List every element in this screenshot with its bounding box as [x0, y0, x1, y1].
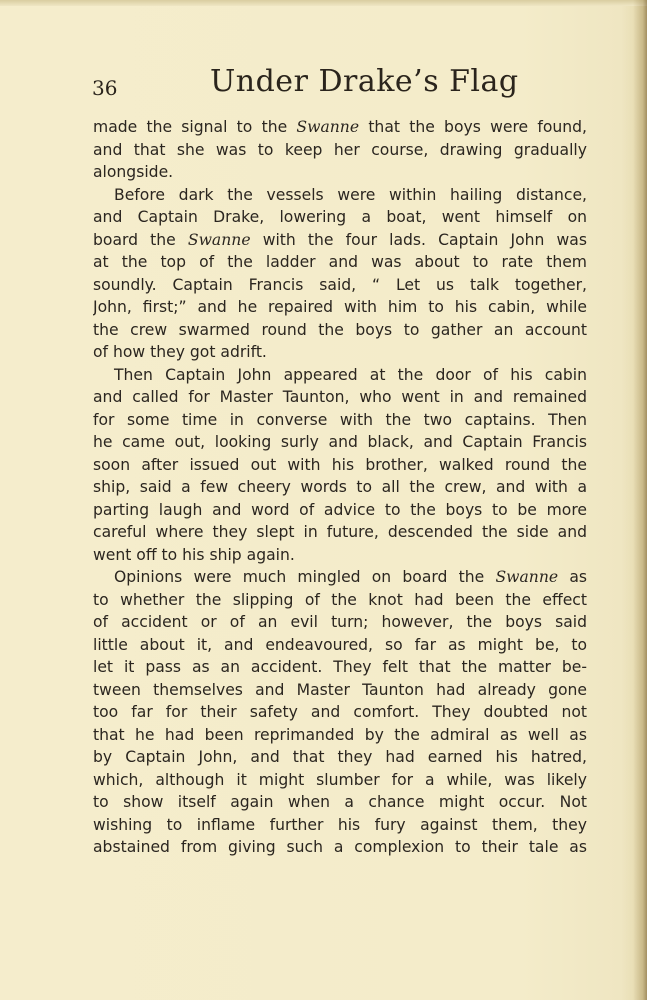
text-run: to whether the slipping of the knot had been the effect [93, 590, 587, 609]
text-run: careful where they slept in future, descended the side and [93, 523, 587, 541]
text-line [93, 184, 587, 207]
text-run: alongside. [93, 163, 174, 181]
text-run: ship, said a few cheery words to all the crew, and with a [93, 478, 587, 496]
text-run: and Captain Drake, lowering a boat, went himself on [93, 208, 587, 226]
text-line [93, 229, 587, 252]
text-run: soundly. Captain Francis said, “ Let us talk together, [93, 275, 587, 294]
text-line [93, 499, 587, 522]
page-number: 36 [92, 76, 118, 100]
text-line [93, 656, 587, 679]
text-line [93, 746, 587, 769]
text-line [93, 836, 587, 859]
text-line [93, 296, 587, 319]
text-run: Before dark the vessels were within hailing distance, [114, 185, 587, 204]
text-run: which, although it might slumber for a while, was likely [93, 770, 587, 789]
text-run: to show itself again when a chance might occur. Not [93, 793, 587, 811]
text-line [93, 589, 587, 612]
text-run: Opinions were much mingled on board the [114, 568, 496, 586]
running-title: Under Drake’s Flag [210, 64, 519, 99]
text-line [93, 791, 587, 814]
text-line [93, 544, 587, 567]
text-line [93, 274, 587, 297]
text-run: with the four lads. Captain John was [250, 230, 587, 249]
text-run: abstained from giving such a complexion to their tale as [93, 838, 587, 856]
ship-name: Swanne [495, 568, 559, 586]
text-run: for some time in converse with the two captains. Then [93, 410, 587, 429]
text-run: that the boys were found, [359, 118, 587, 136]
running-head [92, 62, 588, 110]
text-line [93, 161, 587, 184]
text-line [93, 139, 587, 162]
text-run: John, first;” and he repaired with him to his cabin, while [93, 298, 587, 316]
text-line [93, 701, 587, 724]
text-run: went off to his ship again. [93, 545, 295, 564]
text-line [93, 769, 587, 792]
text-line [93, 319, 587, 342]
text-line [93, 611, 587, 634]
text-run: wishing to inflame further his fury against them, they [93, 815, 587, 834]
page-top-edge [0, 0, 647, 6]
page-gutter-shadow [633, 0, 647, 1000]
text-run: parting laugh and word of advice to the boys to be more [93, 500, 587, 519]
text-run: the crew swarmed round the boys to gather an account [93, 320, 587, 339]
text-line [93, 206, 587, 229]
text-line [93, 566, 587, 589]
text-run: too far for their safety and comfort. They doubted not [93, 703, 587, 721]
text-run: he came out, looking surly and black, and Captain Francis [93, 433, 587, 451]
text-line [93, 521, 587, 544]
text-line [93, 476, 587, 499]
text-line [93, 251, 587, 274]
text-run: that he had been reprimanded by the admiral as well as [93, 725, 587, 744]
text-line [93, 431, 587, 454]
text-run: of how they got adrift. [93, 343, 267, 361]
text-line [93, 409, 587, 432]
text-run: by Captain John, and that they had earned his hatred, [93, 748, 587, 766]
text-run: as [558, 568, 587, 586]
text-run: board the [93, 230, 188, 249]
text-run: and that she was to keep her course, drawing gradually [93, 140, 587, 159]
ship-name: Swanne [296, 118, 360, 136]
text-run: tween themselves and Master Taunton had already gone [93, 680, 587, 699]
text-run: at the top of the ladder and was about to rate them [93, 253, 587, 271]
text-line [93, 364, 587, 387]
text-run: little about it, and endeavoured, so far as might be, to [93, 635, 587, 654]
text-run: let it pass as an accident. They felt that the matter be- [93, 658, 587, 676]
text-line [93, 454, 587, 477]
text-run: made the signal to the [93, 118, 297, 136]
text-line [93, 634, 587, 657]
text-run: soon after issued out with his brother, walked round the [93, 455, 587, 474]
text-line [93, 679, 587, 702]
text-run: of accident or of an evil turn; however, the boys said [93, 613, 587, 631]
text-line [93, 116, 587, 139]
text-line [93, 341, 587, 364]
text-line [93, 386, 587, 409]
text-run: and called for Master Taunton, who went in and remained [93, 388, 587, 406]
text-line [93, 724, 587, 747]
text-run: Then Captain John appeared at the door of his cabin [114, 365, 587, 384]
body-text [93, 116, 587, 859]
text-line [93, 814, 587, 837]
ship-name: Swanne [187, 230, 251, 249]
